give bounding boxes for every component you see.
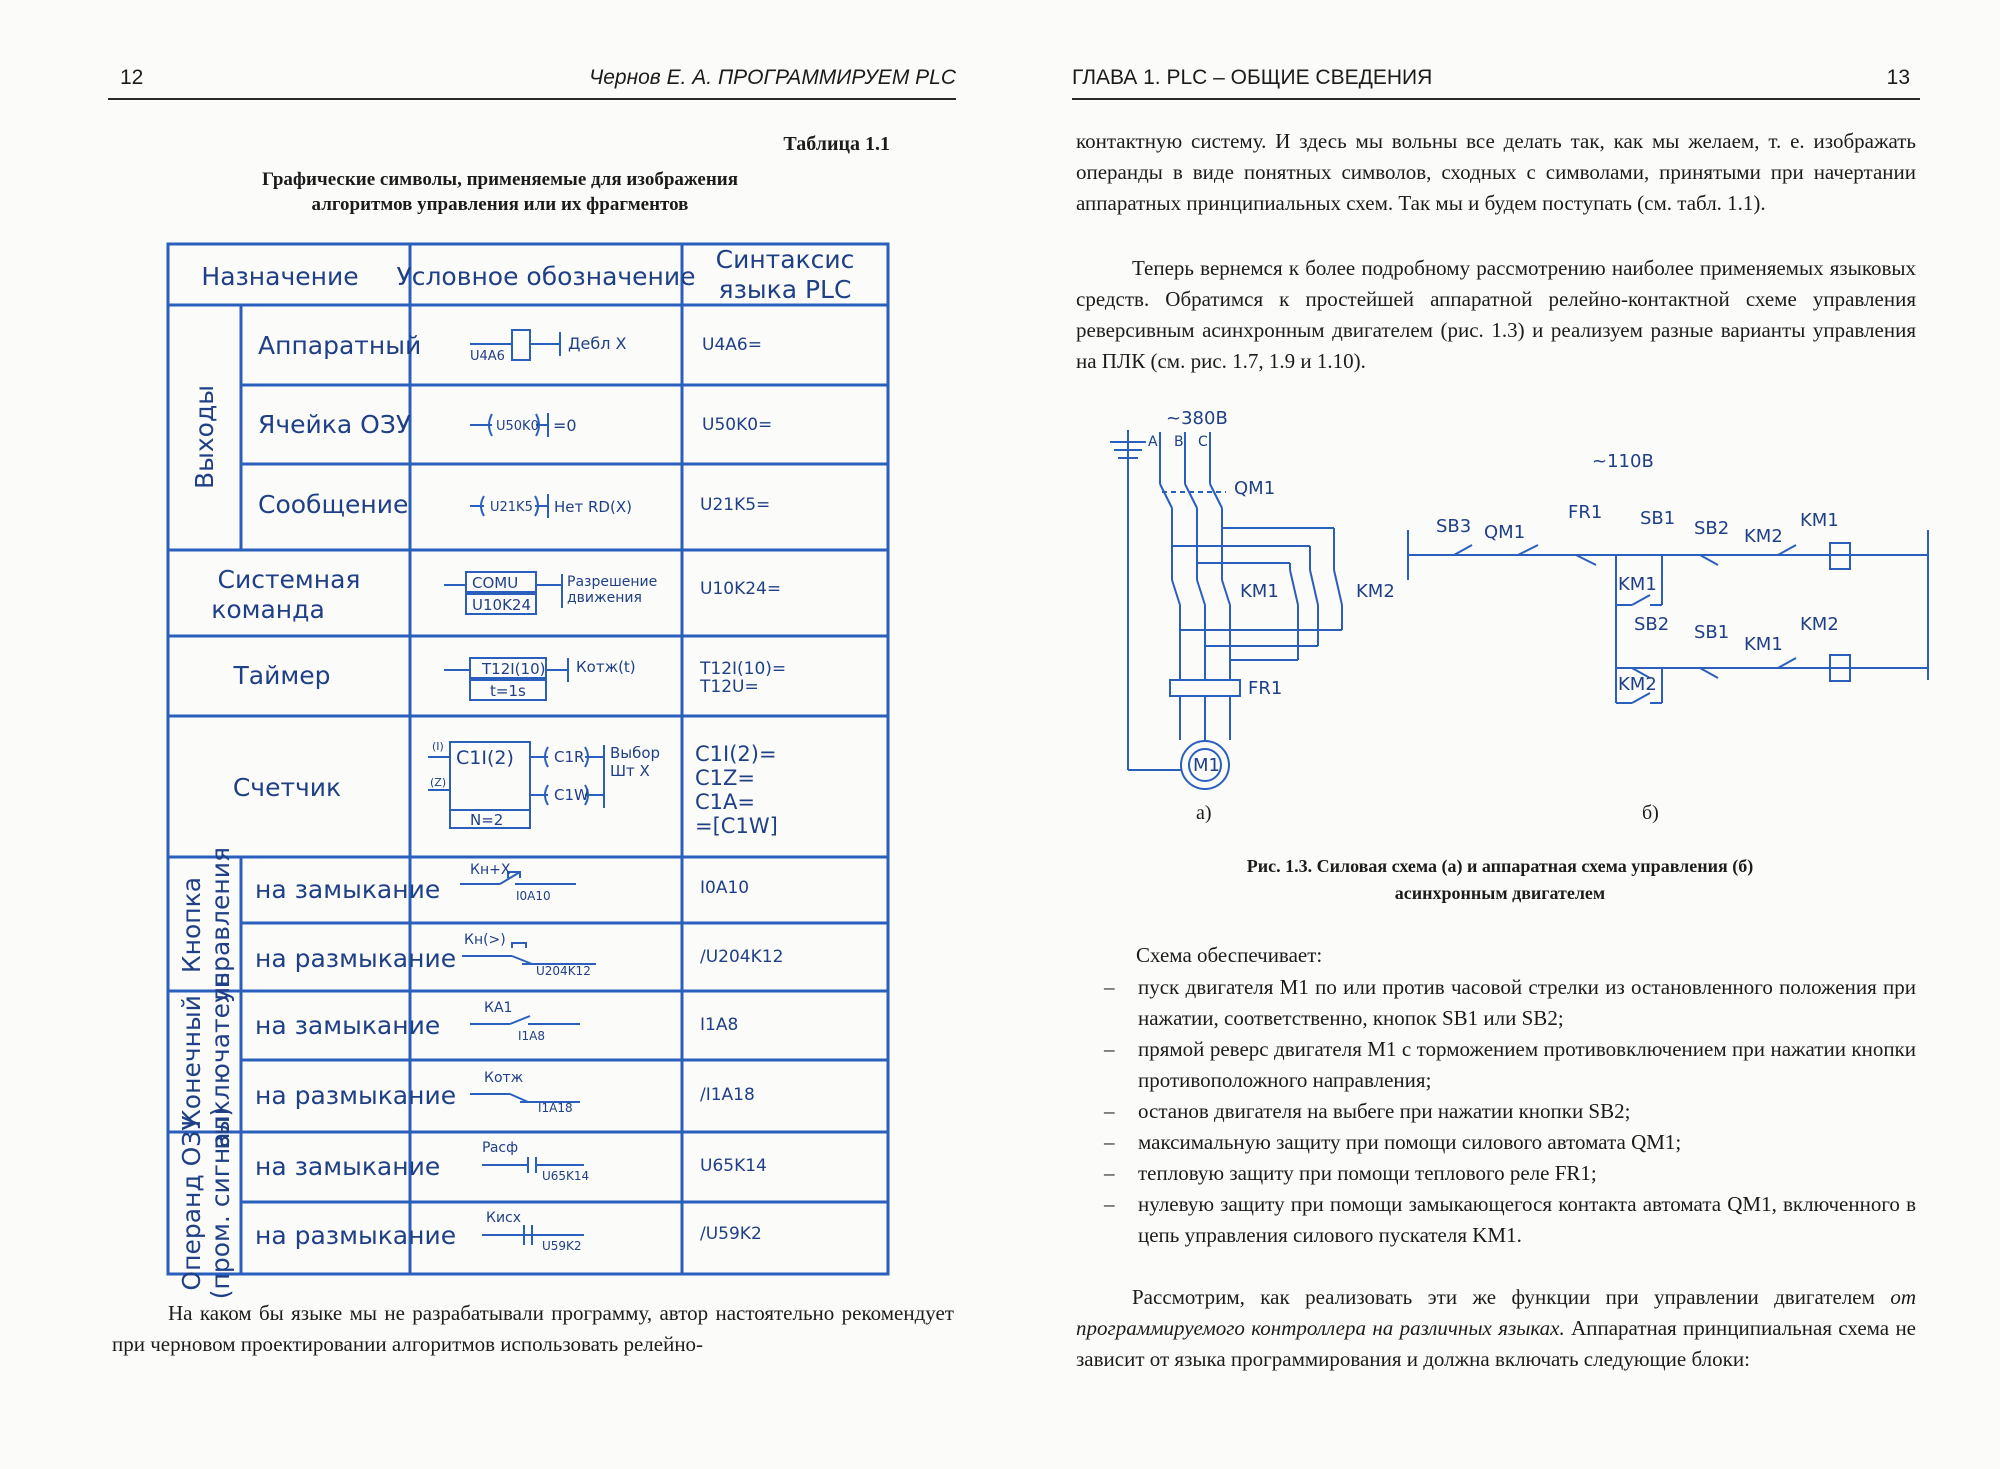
- table-title-line-2: алгоритмов управления или их фрагментов: [311, 194, 689, 215]
- label-fr1-power: FR1: [1248, 678, 1283, 699]
- label-sb1-bot: SB1: [1694, 622, 1730, 643]
- sym-r5-bot: t=1s: [490, 682, 526, 700]
- table-caption: Таблица 1.1: [783, 133, 890, 155]
- sym-r2-addr: U50K0: [496, 419, 539, 434]
- right-page: [1000, 0, 2000, 1469]
- syntax-r6b: C1Z=: [695, 766, 756, 790]
- label-110v: ~110В: [1592, 451, 1654, 472]
- label-sb2-top: SB2: [1694, 518, 1730, 539]
- paragraph-2-text: Теперь вернемся к более подробному рассмотрению наиболее применяемых языковых средств. Обратимся к простейшей аппаратной релейно-контактной схеме управления реверсивным асинхронным двигателем (рис. 1.3) и реализуем разные варианты управления на ПЛК (см. рис. 1.7, 1.9 и 1.10).: [1076, 256, 1916, 373]
- sym-r11-lbl: Pacф: [482, 1140, 519, 1156]
- sym-r9-addr: I1A8: [518, 1029, 546, 1043]
- final-text-2: Аппаратная принципиальная схема не зависит от языка программирования и должна включать следующие блоки:: [1076, 1316, 1916, 1371]
- sym-r6-r: C1R: [554, 748, 585, 766]
- row-label-message: Сообщение: [258, 490, 409, 519]
- label-380v: ~380В: [1166, 408, 1228, 429]
- label-km1-power: KM1: [1240, 581, 1279, 602]
- label-sb3: SB3: [1436, 516, 1472, 537]
- syntax-r3: U21K5=: [700, 495, 771, 515]
- sym-r4-tag-2: движения: [567, 590, 642, 606]
- label-qm1-ctrl: QM1: [1484, 522, 1526, 543]
- syntax-r6a: C1I(2)=: [695, 742, 777, 766]
- header-symbol: Условное обозначение: [396, 262, 696, 291]
- sym-r4-top: COMU: [472, 574, 519, 592]
- table-grid: [168, 244, 888, 1274]
- label-sb1-top: SB1: [1640, 508, 1676, 529]
- header-purpose: Назначение: [201, 262, 359, 291]
- power-circuit: [1110, 430, 1342, 789]
- sym-r10-addr: I1A18: [538, 1101, 573, 1115]
- syntax-r5a: T12I(10)=: [700, 659, 787, 679]
- row-label-btn-close: на замыкание: [255, 875, 441, 904]
- sym-r6-tag-2: Шт X: [610, 762, 650, 780]
- scheme-intro: Схема обеспечивает:: [1136, 943, 1323, 967]
- syntax-r2: U50K0=: [702, 415, 773, 435]
- list-item: – прямой реверс двигателя М1 с торможением противовключением при нажатии кнопки противоположного направления;: [1104, 1034, 1916, 1096]
- final-text-italic: от программируемого контроллера на различных языках.: [1076, 1285, 1916, 1340]
- label-km1-bot: KM1: [1744, 634, 1783, 655]
- syntax-r7: I0A10: [700, 878, 750, 898]
- row-label-limit-open: на размыкание: [255, 1081, 457, 1110]
- provides-list: [1104, 972, 1916, 1251]
- syntax-r4: U10K24=: [700, 579, 782, 599]
- sym-r4-tag-1: Разрешение: [567, 574, 658, 590]
- syntax-r6d: =[C1W]: [695, 814, 778, 838]
- sym-r5-tag: Котж(t): [576, 658, 636, 676]
- sym-r6-tag-1: Выбор: [610, 744, 661, 762]
- sym-r6-in2: (Z): [430, 776, 447, 789]
- final-paragraph: [1076, 1282, 1916, 1375]
- syntax-r12: /U59K2: [700, 1224, 762, 1244]
- running-title: ГЛАВА 1. PLC – ОБЩИЕ СВЕДЕНИЯ: [1072, 66, 1433, 89]
- sym-r5-top: T12I(10): [482, 660, 546, 678]
- sym-r2-tag: =0: [553, 416, 577, 435]
- sym-r6-box: C1I(2): [456, 747, 514, 769]
- sym-r1-tag: Дебл X: [568, 334, 627, 353]
- label-km2-hold: KM2: [1618, 674, 1657, 695]
- syntax-r8: /U204K12: [700, 947, 784, 967]
- row-label-counter: Счетчик: [232, 773, 342, 802]
- sym-r12-addr: U59K2: [542, 1239, 582, 1253]
- sym-r6-n: N=2: [470, 811, 504, 829]
- label-qm1-power: QM1: [1234, 478, 1276, 499]
- syntax-r10: /I1A18: [700, 1085, 755, 1105]
- list-item: – пуск двигателя М1 по или против часовой стрелки из остановленного положения при нажатии, соответственно, кнопок SB1 или SB2;: [1104, 972, 1916, 1034]
- table-title-line-1: Графические символы, применяемые для изображения: [261, 169, 739, 190]
- label-km1-coil: KM1: [1800, 510, 1839, 531]
- label-phase-c: C: [1198, 434, 1208, 450]
- group-button-1: Кнопка: [177, 876, 206, 974]
- syntax-r6c: C1A=: [695, 790, 755, 814]
- label-phase-b: B: [1174, 434, 1184, 450]
- figure-label-a: а): [1196, 802, 1212, 824]
- row-label-op-open: на размыкание: [255, 1221, 457, 1250]
- figure-caption-line-1: Рис. 1.3. Силовая схема (а) и аппаратная схема управления (б): [1246, 856, 1754, 876]
- group-operand-2: (пром. сигнал): [206, 1106, 235, 1300]
- syntax-r5b: T12U=: [700, 677, 759, 697]
- group-limit-2: выключатель: [206, 972, 235, 1150]
- running-title: Чернов Е. А. ПРОГРАММИРУЕМ PLC: [589, 66, 956, 89]
- label-m1: M1: [1193, 755, 1220, 776]
- row-label-limit-close: на замыкание: [255, 1011, 441, 1040]
- label-km2-top: KM2: [1744, 526, 1783, 547]
- figure-caption-line-2: асинхронным двигателем: [1394, 883, 1606, 903]
- figure-label-b: б): [1642, 802, 1659, 824]
- page-number: 13: [1886, 66, 1910, 89]
- row-label-ram-cell: Ячейка ОЗУ: [258, 410, 412, 439]
- sym-r4-bot: U10K24: [472, 596, 531, 614]
- circuit-labels: [1148, 408, 1839, 776]
- sym-r8-addr: U204K12: [536, 964, 591, 978]
- label-km2-power: KM2: [1356, 581, 1395, 602]
- header-syntax-1: Синтаксис: [715, 245, 855, 274]
- contact-symbol-r9: [470, 1016, 580, 1024]
- sym-r10-lbl: Котж: [484, 1070, 524, 1086]
- label-sb2-bot: SB2: [1634, 614, 1670, 635]
- paragraph-1: контактную систему. И здесь мы вольны все делать так, как мы желаем, т. е. изображать операнды в виде понятных символов, сходных с символами, принятыми при начертании аппаратных принципиальных схем. Так мы и будем поступать (см. табл. 1.1).: [1076, 129, 1916, 215]
- label-km2-coil: KM2: [1800, 614, 1839, 635]
- syntax-r11: U65K14: [700, 1156, 767, 1176]
- row-label-system-1: Системная: [217, 565, 361, 594]
- sym-r12-lbl: Кисх: [486, 1210, 522, 1226]
- label-fr1-ctrl: FR1: [1568, 502, 1603, 523]
- row-label-hardware: Аппаратный: [258, 331, 422, 360]
- sym-r9-lbl: КА1: [484, 1000, 513, 1016]
- sym-r6-in1: (I): [432, 740, 444, 753]
- sym-r3-addr: U21K5: [490, 500, 533, 515]
- sym-r3-tag: Нет RD(X): [554, 498, 632, 516]
- list-item: – максимальную защиту при помощи силового автомата QM1;: [1104, 1127, 1916, 1158]
- sym-r11-addr: U65K14: [542, 1169, 590, 1183]
- header-syntax-2: языка PLC: [718, 275, 852, 304]
- final-text-1: Рассмотрим, как реализовать эти же функции при управлении двигателем: [1132, 1285, 1891, 1309]
- label-km1-hold: KM1: [1618, 574, 1657, 595]
- list-item: – тепловую защиту при помощи теплового реле FR1;: [1104, 1158, 1916, 1189]
- page-number: 12: [120, 66, 144, 89]
- sym-r1-addr: U4A6: [470, 349, 505, 364]
- syntax-r1: U4A6=: [702, 335, 762, 355]
- group-outputs: Выходы: [190, 384, 219, 490]
- sym-r6-w: C1W: [554, 786, 589, 804]
- sym-r7-lbl: Кн+X: [470, 862, 511, 878]
- sym-r8-lbl: Кн(>): [464, 932, 506, 948]
- row-label-btn-open: на размыкание: [255, 944, 457, 973]
- left-bottom-text: На каком бы языке мы не разрабатывали программу, автор настоятельно рекомендует при черновом проектировании алгоритмов использовать релейно-: [112, 1301, 954, 1356]
- label-phase-a: A: [1148, 434, 1158, 450]
- group-operand-1: Операнд ОЗУ: [177, 1115, 206, 1291]
- list-item: – останов двигателя на выбеге при нажатии кнопки SB2;: [1104, 1096, 1916, 1127]
- syntax-r9: I1A8: [700, 1015, 739, 1035]
- row-label-timer: Таймер: [233, 661, 331, 690]
- left-bottom-paragraph: [112, 1298, 954, 1360]
- list-item: – нулевую защиту при помощи замыкающегося контакта автомата QM1, включенного в цепь управления силового пускателя KM1.: [1104, 1189, 1916, 1251]
- row-label-system-2: команда: [211, 595, 325, 624]
- group-limit-1: Конечный: [177, 995, 206, 1127]
- group-button-2: управления: [206, 846, 235, 1004]
- sym-r7-addr: I0A10: [516, 889, 551, 903]
- figure-caption: [1000, 853, 2000, 907]
- syntax-column: [695, 335, 786, 1244]
- row-label-op-close: на замыкание: [255, 1152, 441, 1181]
